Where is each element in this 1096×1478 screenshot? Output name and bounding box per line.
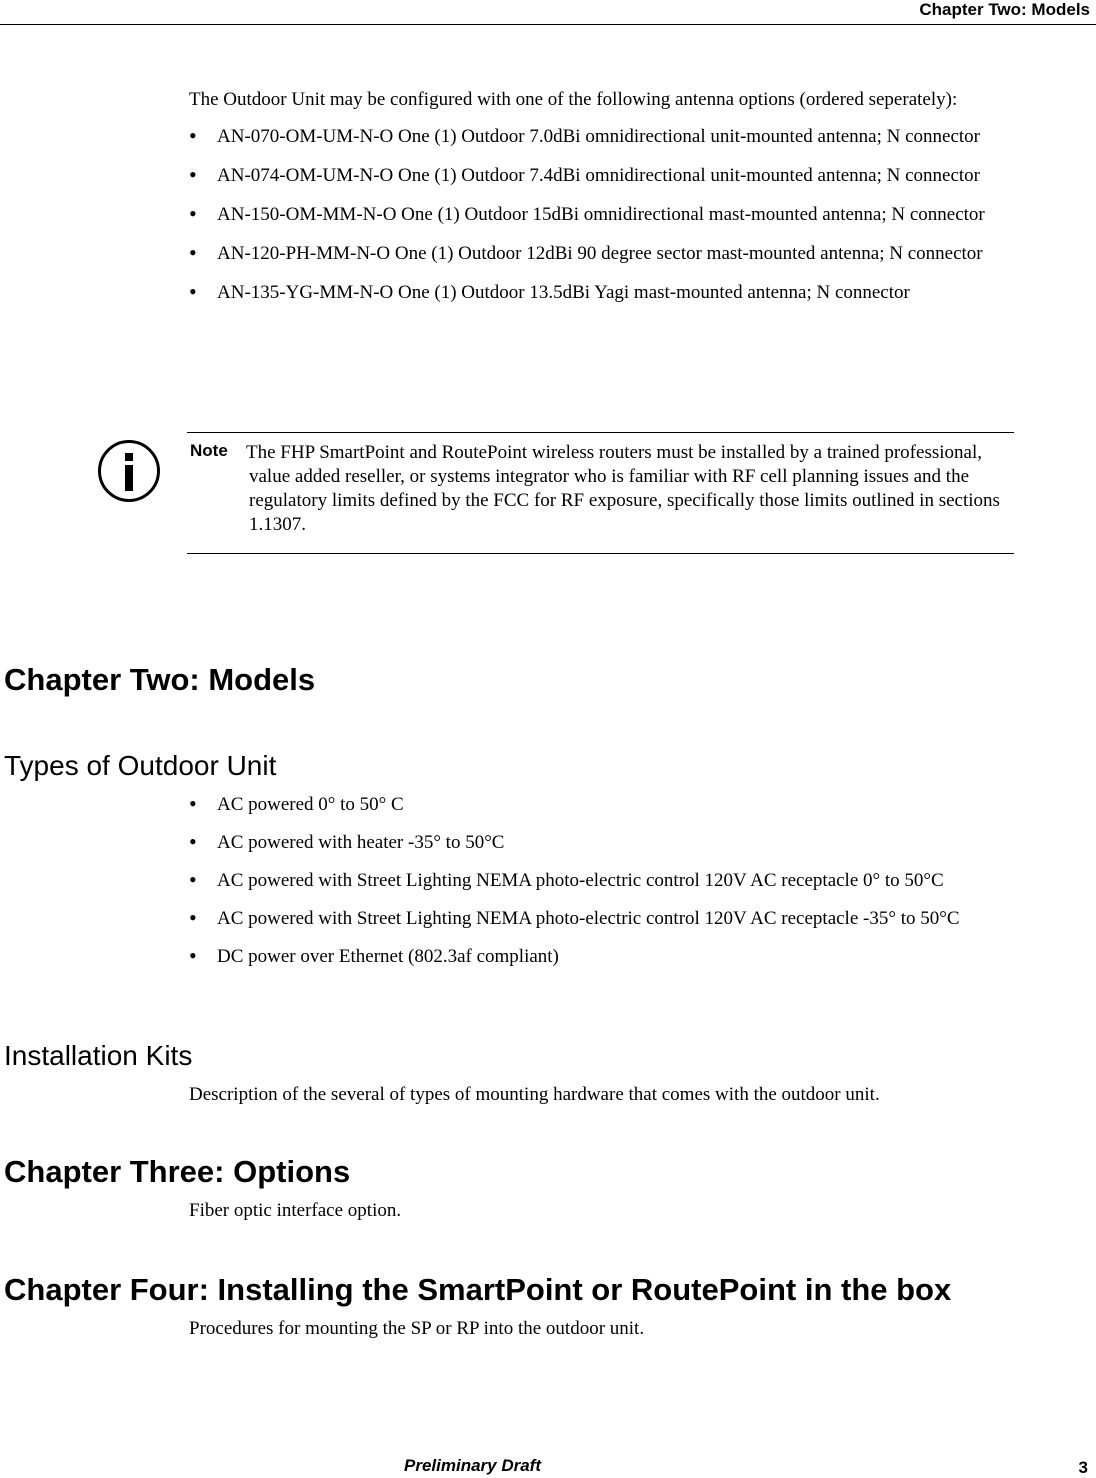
list-item: • AC powered with heater -35° to 50°C	[189, 829, 505, 854]
intro-text: The Outdoor Unit may be configured with one of the following antenna options (ordered seperately):	[189, 89, 958, 110]
list-item: • AN-070-OM-UM-N-O One (1) Outdoor 7.0dBi omnidirectional unit-mounted antenna; N connector	[189, 123, 980, 148]
bullet-icon: •	[189, 201, 197, 226]
antenna-list	[189, 125, 1019, 305]
list-item: • AN-150-OM-MM-N-O One (1) Outdoor 15dBi omnidirectional mast-mounted antenna; N connector	[189, 201, 985, 226]
list-item: • AC powered 0° to 50° C	[189, 791, 404, 816]
running-header: Chapter Two: Models	[919, 0, 1090, 19]
bullet-icon: •	[189, 943, 197, 968]
chapter-four-text: Procedures for mounting the SP or RP into the outdoor unit.	[189, 1318, 645, 1339]
bullet-icon: •	[189, 829, 197, 854]
bullet-icon: •	[189, 905, 197, 930]
list-item: • AN-074-OM-UM-N-O One (1) Outdoor 7.4dBi omnidirectional unit-mounted antenna; N connector	[189, 162, 980, 187]
list-item: • AC powered with Street Lighting NEMA photo-electric control 120V AC receptacle -35° to 50°C	[189, 905, 960, 930]
chapter-three-text: Fiber optic interface option.	[189, 1200, 402, 1221]
note-text: The FHP SmartPoint and RoutePoint wireless routers must be installed by a trained professional, value added reseller, or systems integrator who is familiar with RF cell planning issues and the regulatory limits defined by the FCC for RF exposure, specifically those limits outlined in sections 1.1307.	[246, 442, 1000, 535]
bullet-icon: •	[189, 279, 197, 304]
types-list	[189, 793, 1019, 969]
bullet-icon: •	[189, 162, 197, 187]
bullet-icon: •	[189, 240, 197, 265]
bullet-icon: •	[189, 791, 197, 816]
page-number: 3	[1078, 1458, 1088, 1477]
chapter-four-title: Chapter Four: Installing the SmartPoint or RoutePoint in the box	[4, 1272, 952, 1307]
info-icon	[98, 440, 160, 502]
list-item: • AN-120-PH-MM-N-O One (1) Outdoor 12dBi 90 degree sector mast-mounted antenna; N connector	[189, 240, 983, 265]
list-item: • AC powered with Street Lighting NEMA photo-electric control 120V AC receptacle 0° to 50°C	[189, 867, 944, 892]
footer-draft-label: Preliminary Draft	[404, 1456, 541, 1475]
chapter-three-title: Chapter Three: Options	[4, 1154, 351, 1189]
kits-heading: Installation Kits	[4, 1040, 193, 1071]
bullet-icon: •	[189, 867, 197, 892]
list-item: • AN-135-YG-MM-N-O One (1) Outdoor 13.5dBi Yagi mast-mounted antenna; N connector	[189, 279, 910, 304]
chapter-two-title: Chapter Two: Models	[4, 662, 316, 697]
types-heading: Types of Outdoor Unit	[4, 750, 277, 781]
list-item: • DC power over Ethernet (802.3af compliant)	[189, 943, 559, 968]
bullet-icon: •	[189, 123, 197, 148]
header-rule	[0, 24, 1096, 25]
kits-text: Description of the several of types of mounting hardware that comes with the outdoor unit.	[189, 1084, 880, 1105]
note-label: Note	[190, 441, 228, 460]
